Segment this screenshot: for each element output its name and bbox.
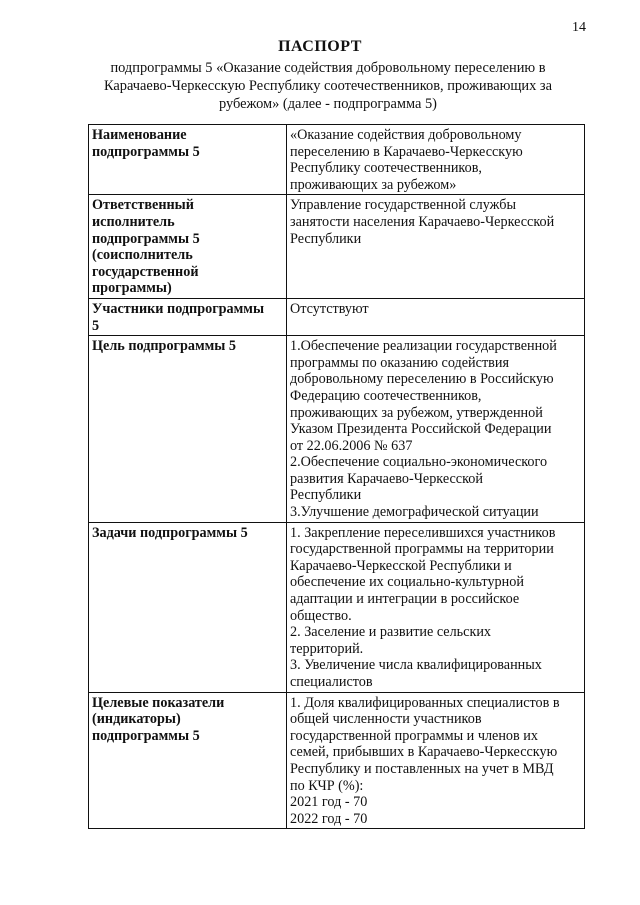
row-label-line: подпрограммы 5 xyxy=(92,727,200,744)
row-value-line: Федерацию соотечественников, xyxy=(290,387,482,404)
row-value-line: Республику и поставленных на учет в МВД xyxy=(290,760,554,777)
row-value-line: Республики xyxy=(290,487,362,504)
table-row xyxy=(89,125,585,195)
row-value-line: Указом Президента Российской Федерации xyxy=(290,421,552,438)
row-value-line: проживающих за рубежом» xyxy=(290,176,457,193)
row-label-line: государственной xyxy=(92,263,199,280)
row-label-line: Целевые показатели xyxy=(92,694,225,711)
row-value-cell xyxy=(287,125,585,195)
row-label-line: Цель подпрограммы 5 xyxy=(92,338,237,355)
row-value-line: переселению в Карачаево-Черкесскую xyxy=(290,143,523,160)
table-row xyxy=(89,195,585,299)
row-value-line: занятости населения Карачаево-Черкесской xyxy=(290,213,555,230)
row-value-line: развития Карачаево-Черкесской xyxy=(290,470,483,487)
table-row xyxy=(89,298,585,335)
passport-table xyxy=(88,124,585,829)
row-value-line: государственной программы и членов их xyxy=(290,727,538,744)
row-value-line: «Оказание содействия добровольному xyxy=(290,127,522,143)
row-label-cell xyxy=(89,125,287,195)
row-value-line: 2022 год - 70 xyxy=(290,810,368,827)
row-value-line: по КЧР (%): xyxy=(290,777,364,794)
row-value-line: 3. Увеличение числа квалифицированных xyxy=(290,657,542,674)
row-value-line: Отсутствуют xyxy=(290,300,369,317)
row-value-line: общей численности участников xyxy=(290,711,482,728)
row-label-line: (соисполнитель xyxy=(92,247,193,264)
table-row xyxy=(89,522,585,692)
row-label-line: Наименование xyxy=(92,127,187,143)
row-label-line: Ответственный xyxy=(92,197,194,214)
row-value-line: 2. Заселение и развитие сельских xyxy=(290,624,492,641)
row-label-line: подпрограммы 5 xyxy=(92,230,200,247)
row-value-line: 2021 год - 70 xyxy=(290,794,368,811)
row-value-line: обеспечение их социально-культурной xyxy=(290,574,524,591)
row-value-line: 2.Обеспечение социально-экономического xyxy=(290,454,548,471)
row-value-line: адаптации и интеграции в российское xyxy=(290,591,520,608)
row-value-line: 1. Доля квалифицированных специалистов в xyxy=(290,694,560,711)
row-label-cell xyxy=(89,336,287,523)
row-value-line: Управление государственной службы xyxy=(290,197,517,214)
row-label-line: (индикаторы) xyxy=(92,711,181,728)
row-label-line: Задачи подпрограммы 5 xyxy=(92,524,248,541)
row-value-line: 3.Улучшение демографической ситуации xyxy=(290,504,539,521)
row-value-line: общество. xyxy=(290,607,352,624)
row-label-line: подпрограммы 5 xyxy=(92,143,200,160)
passport-table-body xyxy=(89,125,585,829)
row-value-line: специалистов xyxy=(290,674,373,690)
row-value-line: проживающих за рубежом, утвержденной xyxy=(290,404,543,421)
table-row xyxy=(89,336,585,523)
row-value-cell xyxy=(287,692,585,829)
row-value-line: 1.Обеспечение реализации государственной xyxy=(290,338,557,355)
row-value-line: Карачаево-Черкесской Республики и xyxy=(290,557,512,574)
row-value-line: Республики xyxy=(290,230,362,247)
row-value-line: 1. Закрепление переселившихся участников xyxy=(290,524,556,541)
row-value-cell xyxy=(287,336,585,523)
row-label-cell xyxy=(89,195,287,299)
row-label-line: программы) xyxy=(92,280,172,297)
row-value-line: семей, прибывших в Карачаево-Черкесскую xyxy=(290,744,558,761)
row-label-line: Участники подпрограммы xyxy=(92,300,265,317)
row-value-line: Республику соотечественников, xyxy=(290,160,482,177)
row-value-line: территорий. xyxy=(290,640,364,657)
document-title: ПАСПОРТ xyxy=(278,38,362,55)
row-label-line: 5 xyxy=(92,317,100,334)
row-value-cell xyxy=(287,522,585,692)
table-row xyxy=(89,692,585,829)
row-value-line: от 22.06.2006 № 637 xyxy=(290,437,413,454)
row-value-cell xyxy=(287,298,585,335)
row-label-cell xyxy=(89,522,287,692)
document-subtitle xyxy=(60,59,596,113)
subtitle-line: Карачаево-Черкесскую Республику соотечественников, проживающих за xyxy=(104,78,552,94)
row-value-line: программы по оказанию содействия xyxy=(290,354,509,371)
row-value-line: добровольному переселению в Российскую xyxy=(290,371,554,388)
subtitle-line: рубежом» (далее - подпрограмма 5) xyxy=(219,96,437,112)
row-label-cell xyxy=(89,692,287,829)
row-value-cell xyxy=(287,195,585,299)
page-number: 14 xyxy=(572,20,586,35)
subtitle-line: подпрограммы 5 «Оказание содействия добровольному переселению в xyxy=(110,60,546,76)
row-label-line: исполнитель xyxy=(92,213,175,230)
row-label-cell xyxy=(89,298,287,335)
row-value-line: государственной программы на территории xyxy=(290,541,554,558)
